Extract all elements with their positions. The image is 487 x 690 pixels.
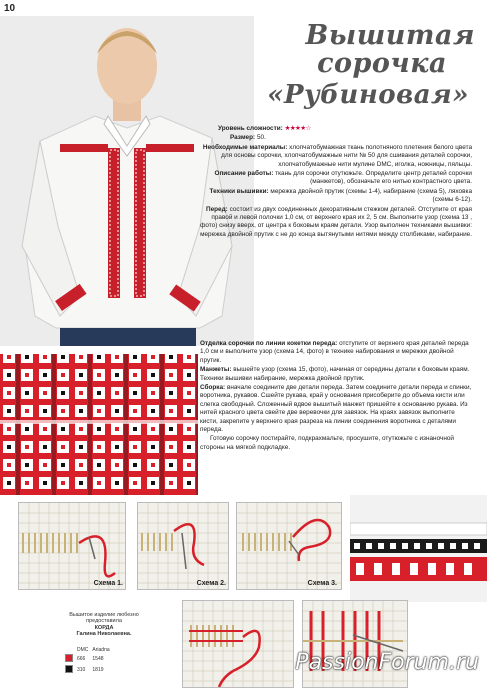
- page-number: 10: [4, 3, 16, 14]
- scheme-3-swatch: [236, 502, 342, 590]
- scheme-1-caption: Схема 1.: [93, 580, 123, 587]
- description-text: ткань для сорочки отутюжьте. Определите центр деталей сорочки (манжетов), обозначьте его нитью контрастного цвета.: [275, 170, 472, 186]
- description-label: Описание работы:: [214, 170, 274, 178]
- scheme-2-swatch: [137, 502, 229, 590]
- color-swatch-black: [65, 665, 73, 673]
- title-line-1: Вышитая: [305, 20, 475, 51]
- materials-text: хлопчатобумажная ткань полотняного плетения белого цвета для основы сорочки, хлопчатобумажные нити № 50 для сшивания деталей сорочки, хлопчатобумажные нити мулине DMC, иголка, ножницы, пяльцы.: [221, 143, 472, 168]
- assembly-text: вначале соедините две детали переда. Затем соедините детали переда и спинки, воротника, рукавов. Сшейте рукава, край у основания присоберите до объема кисти или слегка свободный. Сложенный вдвое вышитый манжет пришейте к основанию рукава. Из нитей красного цвета свейте две веревочки для завязок. На краях завязок выполните кисти, закрепите у верхнего края разреза на линии соединения воротника с деталями переда.: [200, 384, 472, 434]
- legend-header-ariadna: Ariadna: [92, 647, 110, 653]
- difficulty-label: Уровень сложности:: [218, 125, 283, 132]
- finish-text: Готовую сорочку постирайте, подкрахмальте, просушите, отутюжьте с изнаночной стороны на мягкой подкладке.: [200, 435, 454, 451]
- scheme-2-caption: Схема 2.: [196, 580, 226, 587]
- thread-legend: [63, 647, 112, 676]
- credit-line-3: КОРДА: [94, 624, 114, 631]
- cuffs-text: вышейте узор (схема 15, фото), начиная от середины детали к боковым краям. Техники вышивки набирание, мережка двойной прутик.: [200, 366, 470, 382]
- instructions-upper: [200, 125, 472, 240]
- title-line-3: «Рубиновая»: [267, 80, 469, 110]
- legend-ariadna: 1548: [92, 656, 104, 662]
- scheme-1-swatch: [18, 502, 126, 590]
- difficulty-stars: ★★★★☆: [284, 125, 311, 132]
- credit-line-4: Галина Николаевна.: [76, 631, 132, 638]
- cuff-photo: [350, 495, 487, 602]
- color-swatch-red: [65, 654, 73, 662]
- size-value: 50.: [256, 134, 266, 142]
- front-text: состоит из двух соединенных декоративным стежком деталей. Отступите от края правой и левой полочки 1,0 см, от верхнего края их 2, 5 см. Выполните узор (схема 13 , фото) снизу вверх, от центра к боковым краям детали. Узор выполнен техниками вышивки: мережка двойной прутик с не до конца вытянутыми нитями между столбиками, набирание.: [200, 205, 472, 238]
- credit-block: [44, 612, 164, 638]
- techniques-label: Техники вышивки:: [209, 187, 269, 195]
- size-label: Размер:: [230, 134, 256, 142]
- scheme-3-caption: Схема 3.: [307, 580, 337, 587]
- materials-label: Необходимые материалы:: [202, 143, 288, 151]
- credit-line-2: предоставила: [86, 618, 122, 625]
- yoke-text: отступите от верхнего края деталей переда 1,0 см и выполните узор (схема 14, фото) в технике набирования и мережки двойной прутик.: [200, 340, 469, 364]
- front-label: Перед:: [206, 205, 228, 213]
- assembly-label: Сборка:: [200, 384, 226, 392]
- legend-dmc: 310: [77, 667, 86, 673]
- legend-dmc: 666: [77, 656, 86, 662]
- legend-row: [63, 654, 112, 665]
- title-line-2: сорочка: [317, 48, 447, 79]
- yoke-label: Отделка сорочки по линии кокетки переда:: [200, 340, 338, 347]
- instructions-lower: [200, 340, 472, 453]
- credit-line-1: Вышитое изделие любезно: [69, 612, 139, 618]
- cuffs-label: Манжеты:: [200, 366, 232, 374]
- embroidery-closeup: [0, 348, 198, 495]
- legend-row: [63, 665, 112, 676]
- site-watermark: PassionForum.ru: [295, 650, 479, 675]
- legend-ariadna: 1819: [92, 667, 104, 673]
- scheme-4-swatch: [182, 600, 294, 688]
- techniques-text: мережка двойной прутик (схемы 1-4), набирание (схема 5), ляховка (схемы 6-12).: [270, 187, 472, 204]
- legend-header-dmc: DMC: [77, 647, 89, 653]
